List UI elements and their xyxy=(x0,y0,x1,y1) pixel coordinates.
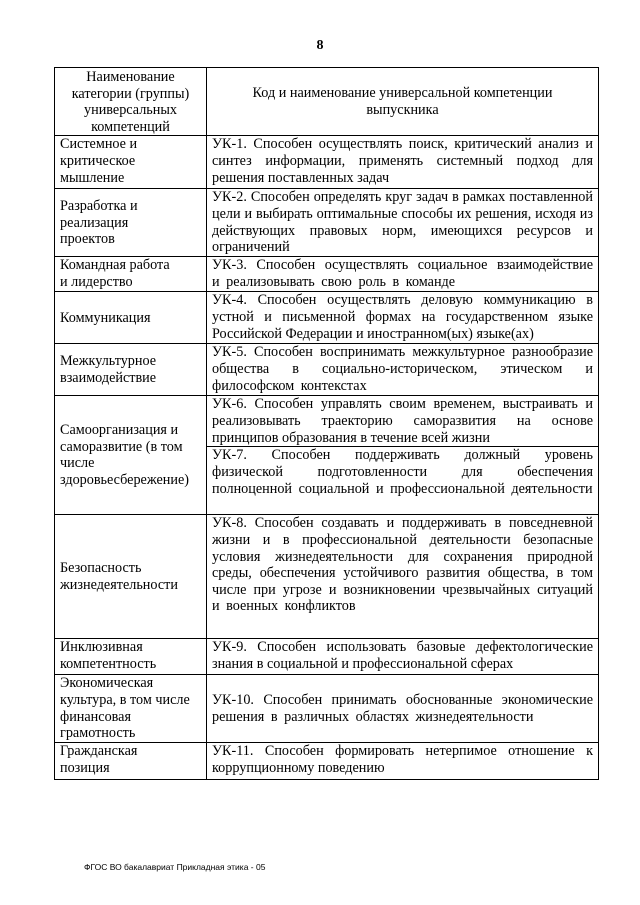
table-row xyxy=(55,396,599,447)
table-header-row xyxy=(55,68,599,136)
table-row xyxy=(55,515,599,639)
category-cell: Экономическая культура, в том числе финансовая грамотность xyxy=(55,675,207,743)
header-competence: Код и наименование универсальной компетенции выпускника xyxy=(207,68,599,136)
category-cell: Безопасность жизнедеятельности xyxy=(55,515,207,639)
table-row xyxy=(55,639,599,675)
competence-cell: УК-7. Способен поддерживать должный уровень физической подготовленности для обеспечения полноценной социальной и профессиональной деятельности xyxy=(207,447,599,515)
competence-cell: УК-4. Способен осуществлять деловую коммуникацию в устной и письменной формах на государственном языке Российской Федерации и иностранном(ых) языке(ах) xyxy=(207,292,599,344)
competence-cell: УК-2. Способен определять круг задач в рамках поставленной цели и выбирать оптимальные способы их решения, исходя из действующих правовых норм, имеющихся ресурсов и ограничений xyxy=(207,189,599,257)
category-cell: Межкультурное взаимодействие xyxy=(55,344,207,396)
category-cell: Системное и критическое мышление xyxy=(55,136,207,189)
table-row xyxy=(55,675,599,743)
footer-text: ФГОС ВО бакалавриат Прикладная этика - 05 xyxy=(84,862,266,872)
competence-cell: УК-10. Способен принимать обоснованные экономические решения в различных областях жизнедеятельности xyxy=(207,675,599,743)
page-number: 8 xyxy=(316,38,324,53)
table-row xyxy=(55,257,599,292)
competence-cell: УК-8. Способен создавать и поддерживать в повседневной жизни и в профессиональной деятельности безопасные условия жизнедеятельности для сохранения природной среды, обеспечения устойчивого развития общества, в том числе при угрозе и возникновении чрезвычайных ситуаций и военных конфликтов xyxy=(207,515,599,639)
category-cell: Самоорганизация и саморазвитие (в том числе здоровьесбережение) xyxy=(55,396,207,515)
competence-cell: УК-9. Способен использовать базовые дефектологические знания в социальной и профессиональной сферах xyxy=(207,639,599,675)
header-category: Наименование категории (группы) универсальных компетенций xyxy=(55,68,207,136)
competence-cell: УК-1. Способен осуществлять поиск, критический анализ и синтез информации, применять системный подход для решения поставленных задач xyxy=(207,136,599,189)
category-cell: Гражданская позиция xyxy=(55,743,207,780)
table-row xyxy=(55,344,599,396)
table-row xyxy=(55,743,599,780)
table-row xyxy=(55,189,599,257)
table-row xyxy=(55,292,599,344)
competence-cell: УК-3. Способен осуществлять социальное взаимодействие и реализовывать свою роль в команде xyxy=(207,257,599,292)
competence-cell: УК-11. Способен формировать нетерпимое отношение к коррупционному поведению xyxy=(207,743,599,780)
competencies-table xyxy=(54,67,599,780)
competence-cell: УК-6. Способен управлять своим временем, выстраивать и реализовывать траекторию саморазвития на основе принципов образования в течение всей жизни xyxy=(207,396,599,447)
category-cell: Разработка и реализация проектов xyxy=(55,189,207,257)
category-cell: Коммуникация xyxy=(55,292,207,344)
table-row xyxy=(55,136,599,189)
category-cell: Командная работа и лидерство xyxy=(55,257,207,292)
category-cell: Инклюзивная компетентность xyxy=(55,639,207,675)
competence-cell: УК-5. Способен воспринимать межкультурное разнообразие общества в социально-историческом, этическом и философском контекстах xyxy=(207,344,599,396)
